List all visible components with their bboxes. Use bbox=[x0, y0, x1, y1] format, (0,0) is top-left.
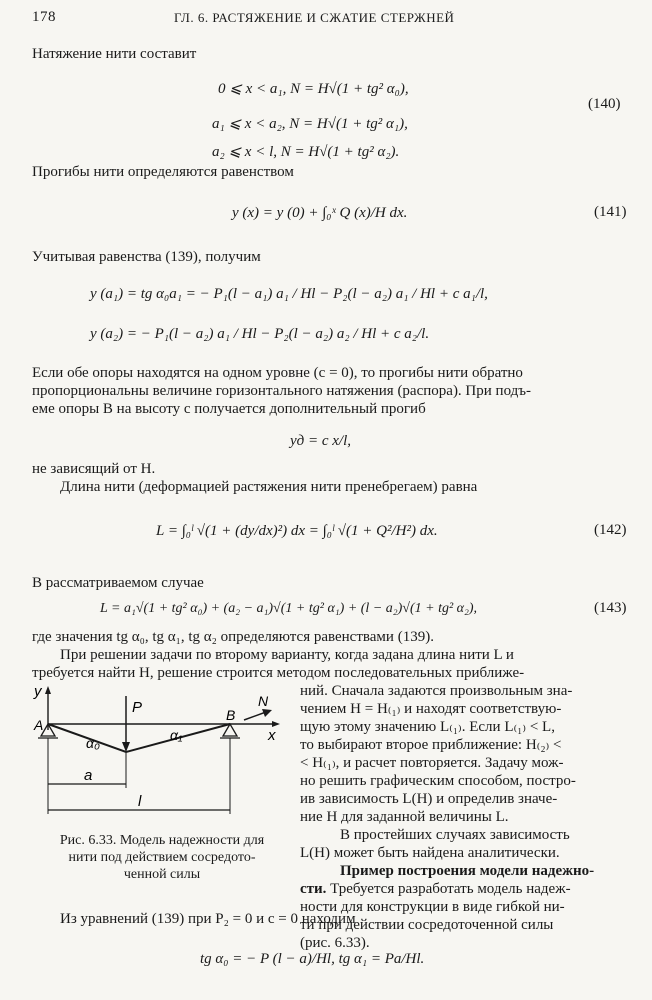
paragraph-line: но решить графическим способом, постро- bbox=[300, 773, 576, 789]
paragraph-line: пропорциональны величине горизонтального натяжения (распора). При подъ- bbox=[32, 383, 532, 399]
label-a-point: A bbox=[34, 717, 44, 733]
label-b-point: B bbox=[226, 707, 236, 723]
paragraph-line: L(H) может быть найдена аналитически. bbox=[300, 845, 560, 861]
tension-n-arrow bbox=[262, 709, 272, 717]
figure-caption-line: Рис. 6.33. Модель надежности для bbox=[59, 833, 265, 848]
equation-yd: yд = c x/l, bbox=[290, 433, 352, 449]
paragraph-line: то выбирают второе приближение: H₍₂₎ < bbox=[300, 737, 562, 753]
figure-caption-line: ченной силы bbox=[123, 867, 201, 882]
label-a: a bbox=[84, 767, 93, 784]
paragraph: Натяжение нити составит bbox=[32, 46, 197, 62]
paragraph-line: требуется найти H, решение строится методом последовательных приближе- bbox=[32, 665, 525, 681]
paragraph: где значения tg α₀, tg α₁, tg α₂ определяются равенствами (139). bbox=[32, 629, 434, 645]
cable bbox=[48, 724, 230, 752]
example-heading: сти. bbox=[300, 881, 327, 897]
label-alpha0: α₀ bbox=[86, 735, 100, 751]
label-alpha1: α₁ bbox=[170, 727, 183, 743]
paragraph: не зависящий от H. bbox=[32, 461, 156, 477]
equation-142: L = ∫₀ˡ √(1 + (dy/dx)²) dx = ∫₀ˡ √(1 + Q²/H²) dx. bbox=[156, 523, 438, 539]
paragraph-line: ние H для заданной величины L. bbox=[300, 809, 509, 825]
label-x: x bbox=[268, 727, 276, 744]
paragraph-line: ив зависимость L(H) и определив значе- bbox=[300, 791, 558, 807]
equation-final: tg α₀ = − P (l − a)/Hl, tg α₁ = Pa/Hl. bbox=[200, 951, 425, 967]
paragraph-text: Требуется разработать модель надеж- bbox=[326, 881, 571, 897]
label-y: y bbox=[34, 683, 42, 700]
equation-number: (141) bbox=[594, 204, 627, 220]
label-p: P bbox=[132, 699, 143, 716]
label-l: l bbox=[138, 793, 142, 810]
page-number: 178 bbox=[32, 9, 56, 25]
paragraph-line: ти при действии сосредоточенной силы bbox=[300, 917, 554, 933]
equation-number: (143) bbox=[594, 600, 627, 616]
equation-y-a1: y (a₁) = tg α₀a₁ = − P₁(l − a₁) a₁ / Hl − P₂(l − a₂) a₁ / Hl + c a₁/l, bbox=[90, 286, 488, 302]
paragraph: Прогибы нити определяются равенством bbox=[32, 164, 294, 180]
paragraph: Учитывая равенства (139), получим bbox=[32, 249, 261, 265]
paragraph-line: В простейших случаях зависимость bbox=[340, 827, 570, 843]
paragraph-line bbox=[300, 880, 571, 898]
paragraph-line: При решении задачи по второму варианту, когда задана длина нити L и bbox=[60, 647, 514, 663]
paragraph: Из уравнений (139) при P₂ = 0 и c = 0 находим bbox=[60, 911, 356, 927]
paragraph: В рассматриваемом случае bbox=[32, 575, 204, 591]
tension-n bbox=[244, 712, 266, 720]
equation-number: (142) bbox=[594, 522, 627, 538]
running-title: ГЛ. 6. РАСТЯЖЕНИЕ И СЖАТИЕ СТЕРЖНЕЙ bbox=[174, 10, 455, 25]
equation-143: L = a₁√(1 + tg² α₀) + (a₂ − a₁)√(1 + tg² α₁) + (l − a₂)√(1 + tg² α₂), bbox=[100, 601, 478, 616]
paragraph: Длина нити (деформацией растяжения нити пренебрегаем) равна bbox=[60, 479, 478, 495]
paragraph-line: ний. Сначала задаются произвольным зна- bbox=[300, 683, 573, 699]
equation-number: (140) bbox=[588, 96, 621, 112]
y-axis-arrow bbox=[45, 686, 51, 694]
paragraph-line: (рис. 6.33). bbox=[300, 935, 370, 951]
paragraph-line: Если обе опоры находятся на одном уровне (c = 0), то прогибы нити обратно bbox=[32, 365, 523, 381]
paragraph-line: ности для конструкции в виде гибкой ни- bbox=[300, 899, 565, 915]
equation-y-a2: y (a₂) = − P₁(l − a₂) a₁ / Hl − P₂(l − a₂) a₂ / Hl + c a₂/l. bbox=[90, 326, 430, 342]
label-n: N bbox=[258, 693, 269, 709]
equation-140-line-2: a₁ ⩽ x < a₂, N = H√(1 + tg² α₁), bbox=[212, 116, 408, 132]
example-heading: Пример построения модели надежно- bbox=[340, 863, 595, 879]
paragraph-line: щую этому значению L₍₁₎. Если L₍₁₎ < L, bbox=[300, 719, 555, 735]
figure-6-33 bbox=[30, 682, 290, 832]
figure-caption-line: нити под действием сосредото- bbox=[68, 850, 256, 865]
paragraph-line: чением H = H₍₁₎ и находят соответствую- bbox=[300, 701, 562, 717]
equation-140-line-1: 0 ⩽ x < a₁, N = H√(1 + tg² α₀), bbox=[218, 81, 409, 97]
paragraph-line: < H₍₁₎, и расчет повторяется. Задачу мож- bbox=[300, 755, 564, 771]
equation-140-line-3: a₂ ⩽ x < l, N = H√(1 + tg² α₂). bbox=[212, 144, 400, 160]
equation-141: y (x) = y (0) + ∫₀ˣ Q (x)/H dx. bbox=[232, 205, 408, 221]
paragraph-line: еме опоры B на высоту c получается дополнительный прогиб bbox=[32, 401, 426, 417]
